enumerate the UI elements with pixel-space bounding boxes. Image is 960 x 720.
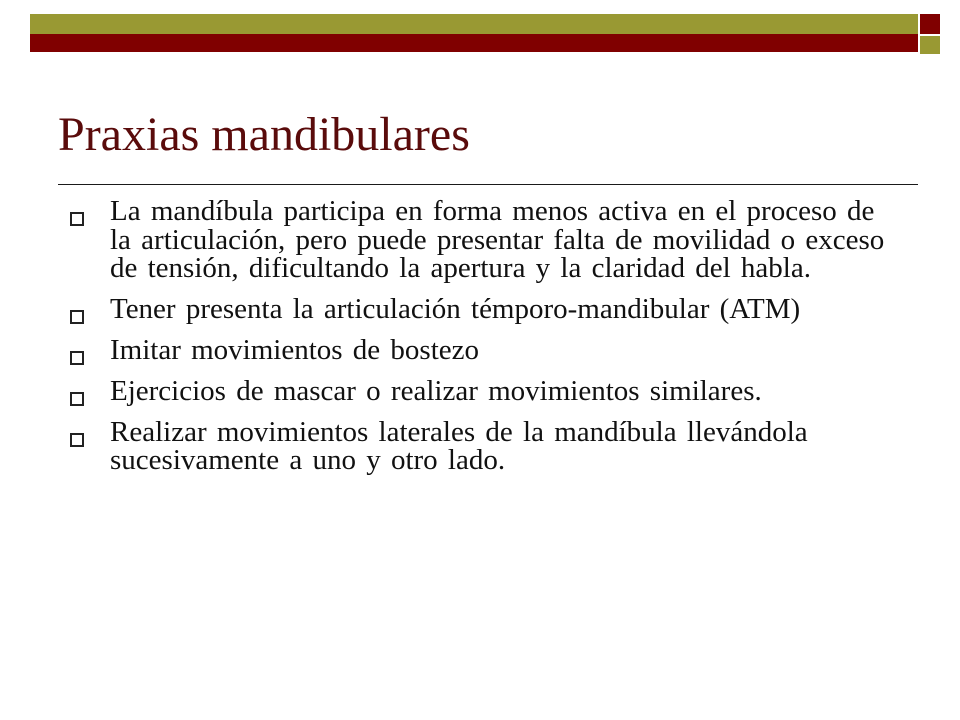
hollow-square-bullet-icon [70,310,84,324]
bullet-text: Ejercicios de mascar o realizar movimientos similares. [110,374,762,407]
list-item [68,292,908,325]
bullet-text: Imitar movimientos de bostezo [110,333,480,366]
title-divider [58,184,918,185]
list-item [68,415,908,476]
hollow-square-bullet-icon [70,433,84,447]
bullet-list [68,197,908,487]
list-item [68,333,908,366]
bullet-text: Realizar movimientos laterales de la mandíbula llevándola sucesivamente a uno y otro lado. [110,415,808,476]
hollow-square-bullet-icon [70,351,84,365]
bullet-text: La mandíbula participa en forma menos activa en el proceso de la articulación, pero puede presentar falta de movilidad o exceso de tensión, dificultando la apertura y la claridad del habla. [110,195,885,284]
header-corner-olive-square [920,36,940,54]
list-item [68,197,908,283]
hollow-square-bullet-icon [70,392,84,406]
bullet-text: Tener presenta la articulación témporo-mandibular (ATM) [110,292,801,325]
header-corner-maroon-square [920,14,940,34]
header-band-olive [30,14,918,34]
header-band-maroon [30,34,918,52]
hollow-square-bullet-icon [70,212,84,226]
list-item [68,374,908,407]
slide-title: Praxias mandibulares [58,108,470,161]
